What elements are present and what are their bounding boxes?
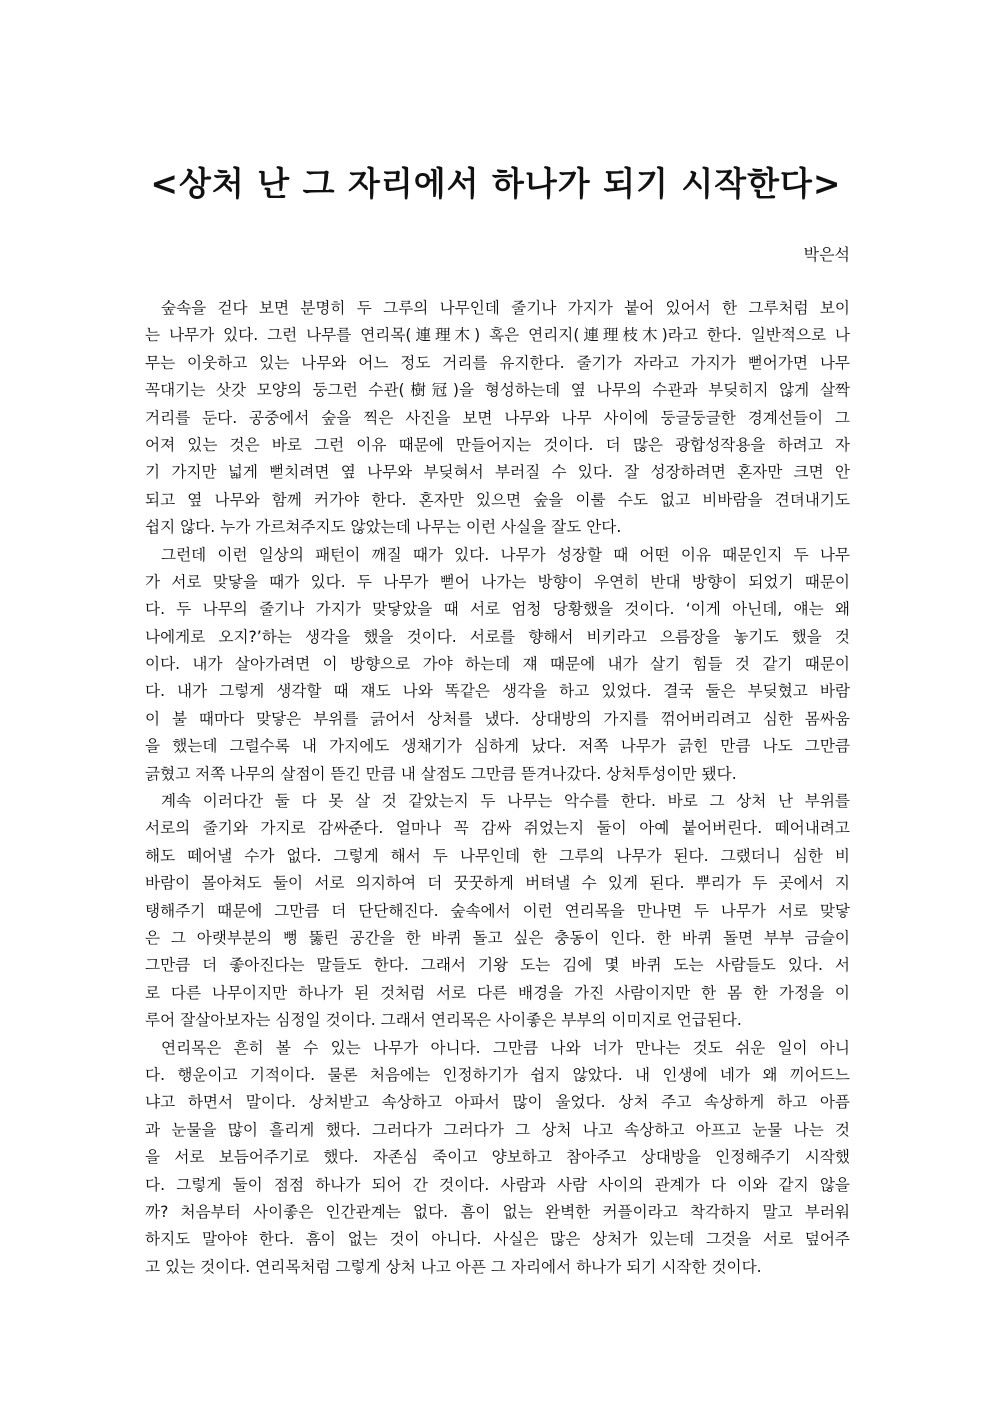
text-line: 은 그 아랫부분의 뻥 뚫린 공간을 한 바퀴 돌고 싶은 충동이 인다. 한 바퀴 돌면 부부 금슬이 [145, 928, 850, 947]
text-line: 가 서로 맞닿을 때가 있다. 두 나무가 뻗어 나가는 방향이 우연히 반대 방향이 되었기 때문이 [145, 572, 850, 591]
text-line: 기 가지만 넓게 뻗치려면 옆 나무와 부딪혀서 부러질 수 있다. 잘 성장하려면 혼자만 크면 안 [145, 463, 850, 482]
text-line: 루어 잘살아보자는 심정일 것이다. 그래서 연리목은 사이좋은 부부의 이미지로 언급된다. [145, 1011, 742, 1030]
text-line: 나에게로 오지?’하는 생각을 했을 것이다. 서로를 향해서 비키라고 으름장을 놓기도 했을 것 [145, 627, 850, 646]
text-line: 그런데 이런 일상의 패턴이 깨질 때가 있다. 나무가 성장할 때 어떤 이유 때문인지 두 나무 [161, 545, 850, 564]
text-line: 무는 이웃하고 있는 나무와 어느 정도 거리를 유지한다. 줄기가 자라고 가지가 뻗어가면 나무 [145, 353, 850, 372]
text-line: 과 눈물을 많이 흘리게 했다. 그러다가 그러다가 그 상처 나고 속상하고 아프고 눈물 나는 것 [145, 1120, 850, 1139]
text-line: 해도 떼어낼 수가 없다. 그렇게 해서 두 나무인데 한 그루의 나무가 된다. 그랬더니 심한 비 [145, 846, 850, 865]
text-line: 다. 행운이고 기적이다. 물론 처음에는 인정하기가 쉽지 않았다. 내 인생에 네가 왜 끼어드느 [145, 1065, 850, 1084]
text-line: 냐고 하면서 말이다. 상처받고 속상하고 아파서 많이 울었다. 상처 주고 속상하게 하고 아픔 [145, 1093, 850, 1112]
text-line: 는 나무가 있다. 그런 나무를 연리목(連理木) 혹은 연리지(連理枝木)라고 한다. 일반적으로 나 [145, 326, 850, 345]
document-body [145, 295, 850, 1281]
text-line: 탱해주기 때문에 그만큼 더 단단해진다. 숲속에서 이런 연리목을 만나면 두 나무가 서로 맞닿 [145, 901, 850, 920]
text-line: 다. 그렇게 둘이 점점 하나가 되어 간 것이다. 사람과 사람 사이의 관계가 다 이와 같지 않을 [145, 1175, 850, 1194]
paragraph [145, 788, 850, 1035]
paragraph [145, 1035, 850, 1282]
text-line: 까? 처음부터 사이좋은 인간관계는 없다. 흠이 없는 완벽한 커플이라고 착각하지 말고 부러워 [145, 1202, 850, 1221]
text-line: 꼭대기는 삿갓 모양의 둥그런 수관(樹冠)을 형성하는데 옆 나무의 수관과 부딪히지 않게 살짝 [145, 381, 850, 400]
text-line: 그만큼 더 좋아진다는 말들도 한다. 그래서 기왕 도는 김에 몇 바퀴 도는 사람들도 있다. 서 [145, 956, 850, 975]
text-line: 연리목은 흔히 볼 수 있는 나무가 아니다. 그만큼 나와 너가 만나는 것도 쉬운 일이 아니 [161, 1038, 850, 1057]
text-line: 이다. 내가 살아가려면 이 방향으로 가야 하는데 쟤 때문에 내가 살기 힘들 것 같기 때문이 [145, 655, 850, 674]
text-line: 되고 옆 나무와 함께 커가야 한다. 혼자만 있으면 숲을 이룰 수도 없고 비바람을 견뎌내기도 [145, 490, 850, 509]
paragraph [145, 542, 850, 789]
text-line: 을 서로 보듬어주기로 했다. 자존심 죽이고 양보하고 참아주고 상대방을 인정해주기 시작했 [145, 1148, 850, 1167]
text-line: 긁혔고 저쪽 나무의 살점이 뜯긴 만큼 내 살점도 그만큼 뜯겨나갔다. 상처투성이만 됐다. [145, 764, 737, 783]
text-line: 다. 두 나무의 줄기나 가지가 맞닿았을 때 서로 엄청 당황했을 것이다. ‘이게 아닌데, 얘는 왜 [145, 600, 850, 619]
paragraph [145, 295, 850, 542]
text-line: 하지도 말아야 한다. 흠이 없는 것이 아니다. 사실은 많은 상처가 있는데 그것을 서로 덮어주 [145, 1230, 850, 1249]
text-line: 을 했는데 그럴수록 내 가지에도 생채기가 심하게 났다. 저쪽 나무가 긁힌 만큼 나도 그만큼 [145, 737, 850, 756]
document-title: <상처 난 그 자리에서 하나가 되기 시작한다> [150, 164, 842, 203]
text-line: 어져 있는 것은 바로 그런 이유 때문에 만들어지는 것이다. 더 많은 광합성작용을 하려고 자 [145, 435, 850, 454]
author-name: 박은석 [803, 245, 850, 264]
text-line: 거리를 둔다. 공중에서 숲을 찍은 사진을 보면 나무와 나무 사이에 둥글둥글한 경계선들이 그 [145, 408, 850, 427]
text-line: 이 불 때마다 맞닿은 부위를 긁어서 상처를 냈다. 상대방의 가지를 꺾어버리려고 심한 몸싸움 [145, 709, 850, 728]
text-line: 로 다른 나무이지만 하나가 된 것처럼 서로 다른 배경을 가진 사람이지만 한 몸 한 가정을 이 [145, 983, 850, 1002]
text-line: 서로의 줄기와 가지로 감싸준다. 얼마나 꼭 감싸 쥐었는지 둘이 아예 붙어버린다. 떼어내려고 [145, 819, 850, 838]
text-line: 숲속을 걷다 보면 분명히 두 그루의 나무인데 줄기나 가지가 붙어 있어서 한 그루처럼 보이 [161, 299, 850, 317]
text-line: 고 있는 것이다. 연리목처럼 그렇게 상처 나고 아픈 그 자리에서 하나가 되기 시작한 것이다. [145, 1257, 762, 1276]
text-line: 계속 이러다간 둘 다 못 살 것 같았는지 두 나무는 악수를 한다. 바로 그 상처 난 부위를 [161, 792, 850, 811]
text-line: 바람이 몰아쳐도 둘이 서로 의지하여 더 꿋꿋하게 버텨낼 수 있게 된다. 뿌리가 두 곳에서 지 [145, 874, 850, 893]
text-line: 쉽지 않다. 누가 가르쳐주지도 않았는데 나무는 이런 사실을 잘도 안다. [145, 518, 622, 537]
text-line: 다. 내가 그렇게 생각할 때 쟤도 나와 똑같은 생각을 하고 있었다. 결국 둘은 부딪혔고 바람 [145, 682, 850, 701]
